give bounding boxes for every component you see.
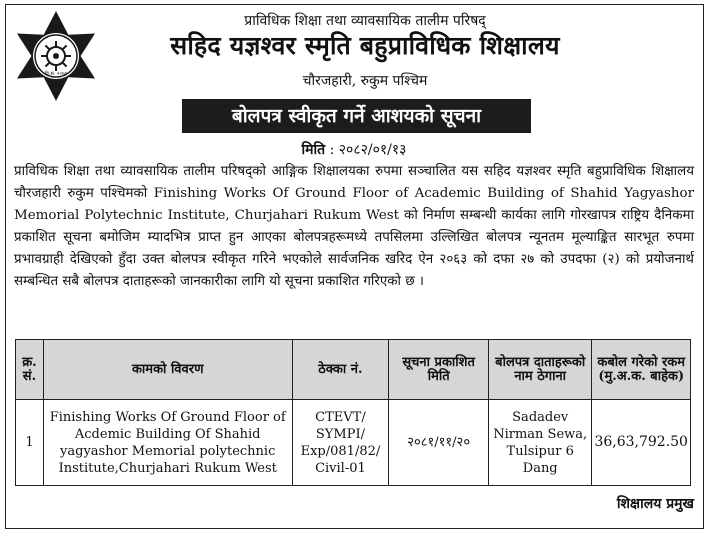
bid-table: [15, 339, 691, 486]
cell-sn: 1: [16, 400, 44, 486]
notice-title: बोलपत्र स्वीकृत गर्ने आशयको सूचना: [182, 99, 531, 133]
signature-label: शिक्षालय प्रमुख: [616, 496, 694, 512]
cell-contract-no: CTEVT/ SYMPI/ Exp/081/82/ Civil-01: [292, 400, 389, 486]
institute-name: सहिद यज्ञश्वर स्मृति बहुप्राविधिक शिक्षालय: [170, 31, 560, 60]
col-header-contract-no: ठेक्का नं.: [292, 340, 389, 400]
svg-text:वि.स. २०७९: वि.स. २०७९: [44, 71, 68, 77]
col-header-description: कामको विवरण: [43, 340, 292, 400]
cell-published-date: २०८१/११/२०: [389, 400, 489, 486]
council-name: प्राविधिक शिक्षा तथा व्यावसायिक तालीम परिषद्: [244, 13, 486, 29]
col-header-published-date: सूचना प्रकाशित मिति: [389, 340, 489, 400]
table-row: [16, 400, 691, 486]
cell-amount: 36,63,792.50: [592, 400, 691, 486]
date-label: मिति: [301, 142, 326, 158]
col-header-sn: क्र. सं.: [16, 340, 44, 400]
date-value: : २०८२/०१/१३: [329, 142, 407, 158]
notice-body: प्राविधिक शिक्षा तथा व्यावसायिक तालीम परिषद्को आङ्गिक शिक्षालयका रुपमा सञ्चालित यस सहिद यज्ञश्वर स्मृति बहुप्राविधिक शिक्षालय चौरजहारी रुकुम पश्चिमको Finishing Works Of Ground Floor of Academic Building of Shahid Yagyashor Memorial Polytechnic Institute, Churjahari Rukum West को निर्माण सम्बन्धी कार्यका लागि गोरखापत्र राष्ट्रिय दैनिकमा प्रकाशित सूचना बमोजिम म्यादभित्र प्राप्त हुन आएका बोलपत्रहरूमध्ये तपसिलमा उल्लिखित बोलपत्र न्यूनतम मूल्याङ्कित सारभूत रुपमा प्रभावग्राही देखिएको हुँदा उक्त बोलपत्र स्वीकृत गरिने भएकोले सार्वजनिक खरिद ऐन २०६३ को दफा २७ को उपदफा (२) को प्रयोजनार्थ सम्बन्धित सबै बोलपत्र दाताहरूको जानकारीका लागि यो सूचना प्रकाशित गरिएको छ ।: [14, 164, 694, 289]
table-header-row: [16, 340, 691, 400]
emblem-logo: [10, 10, 102, 102]
cell-description: Finishing Works Of Ground Floor of Acdemic Building Of Shahid yagyashor Memorial polytechnic Institute,Churjahari Rukum West: [43, 400, 292, 486]
notice-date: [0, 140, 708, 159]
cell-bidder: Sadadev Nirman Sewa, Tulsipur 6 Dang: [488, 400, 591, 486]
institute-address: चौरजहारी, रुकुम पश्चिम: [302, 73, 428, 89]
col-header-bidder: बोलपत्र दाताहरूको नाम ठेगाना: [488, 340, 591, 400]
col-header-amount: कबोल गरेको रकम (मु.अ.क. बाहेक): [592, 340, 691, 400]
